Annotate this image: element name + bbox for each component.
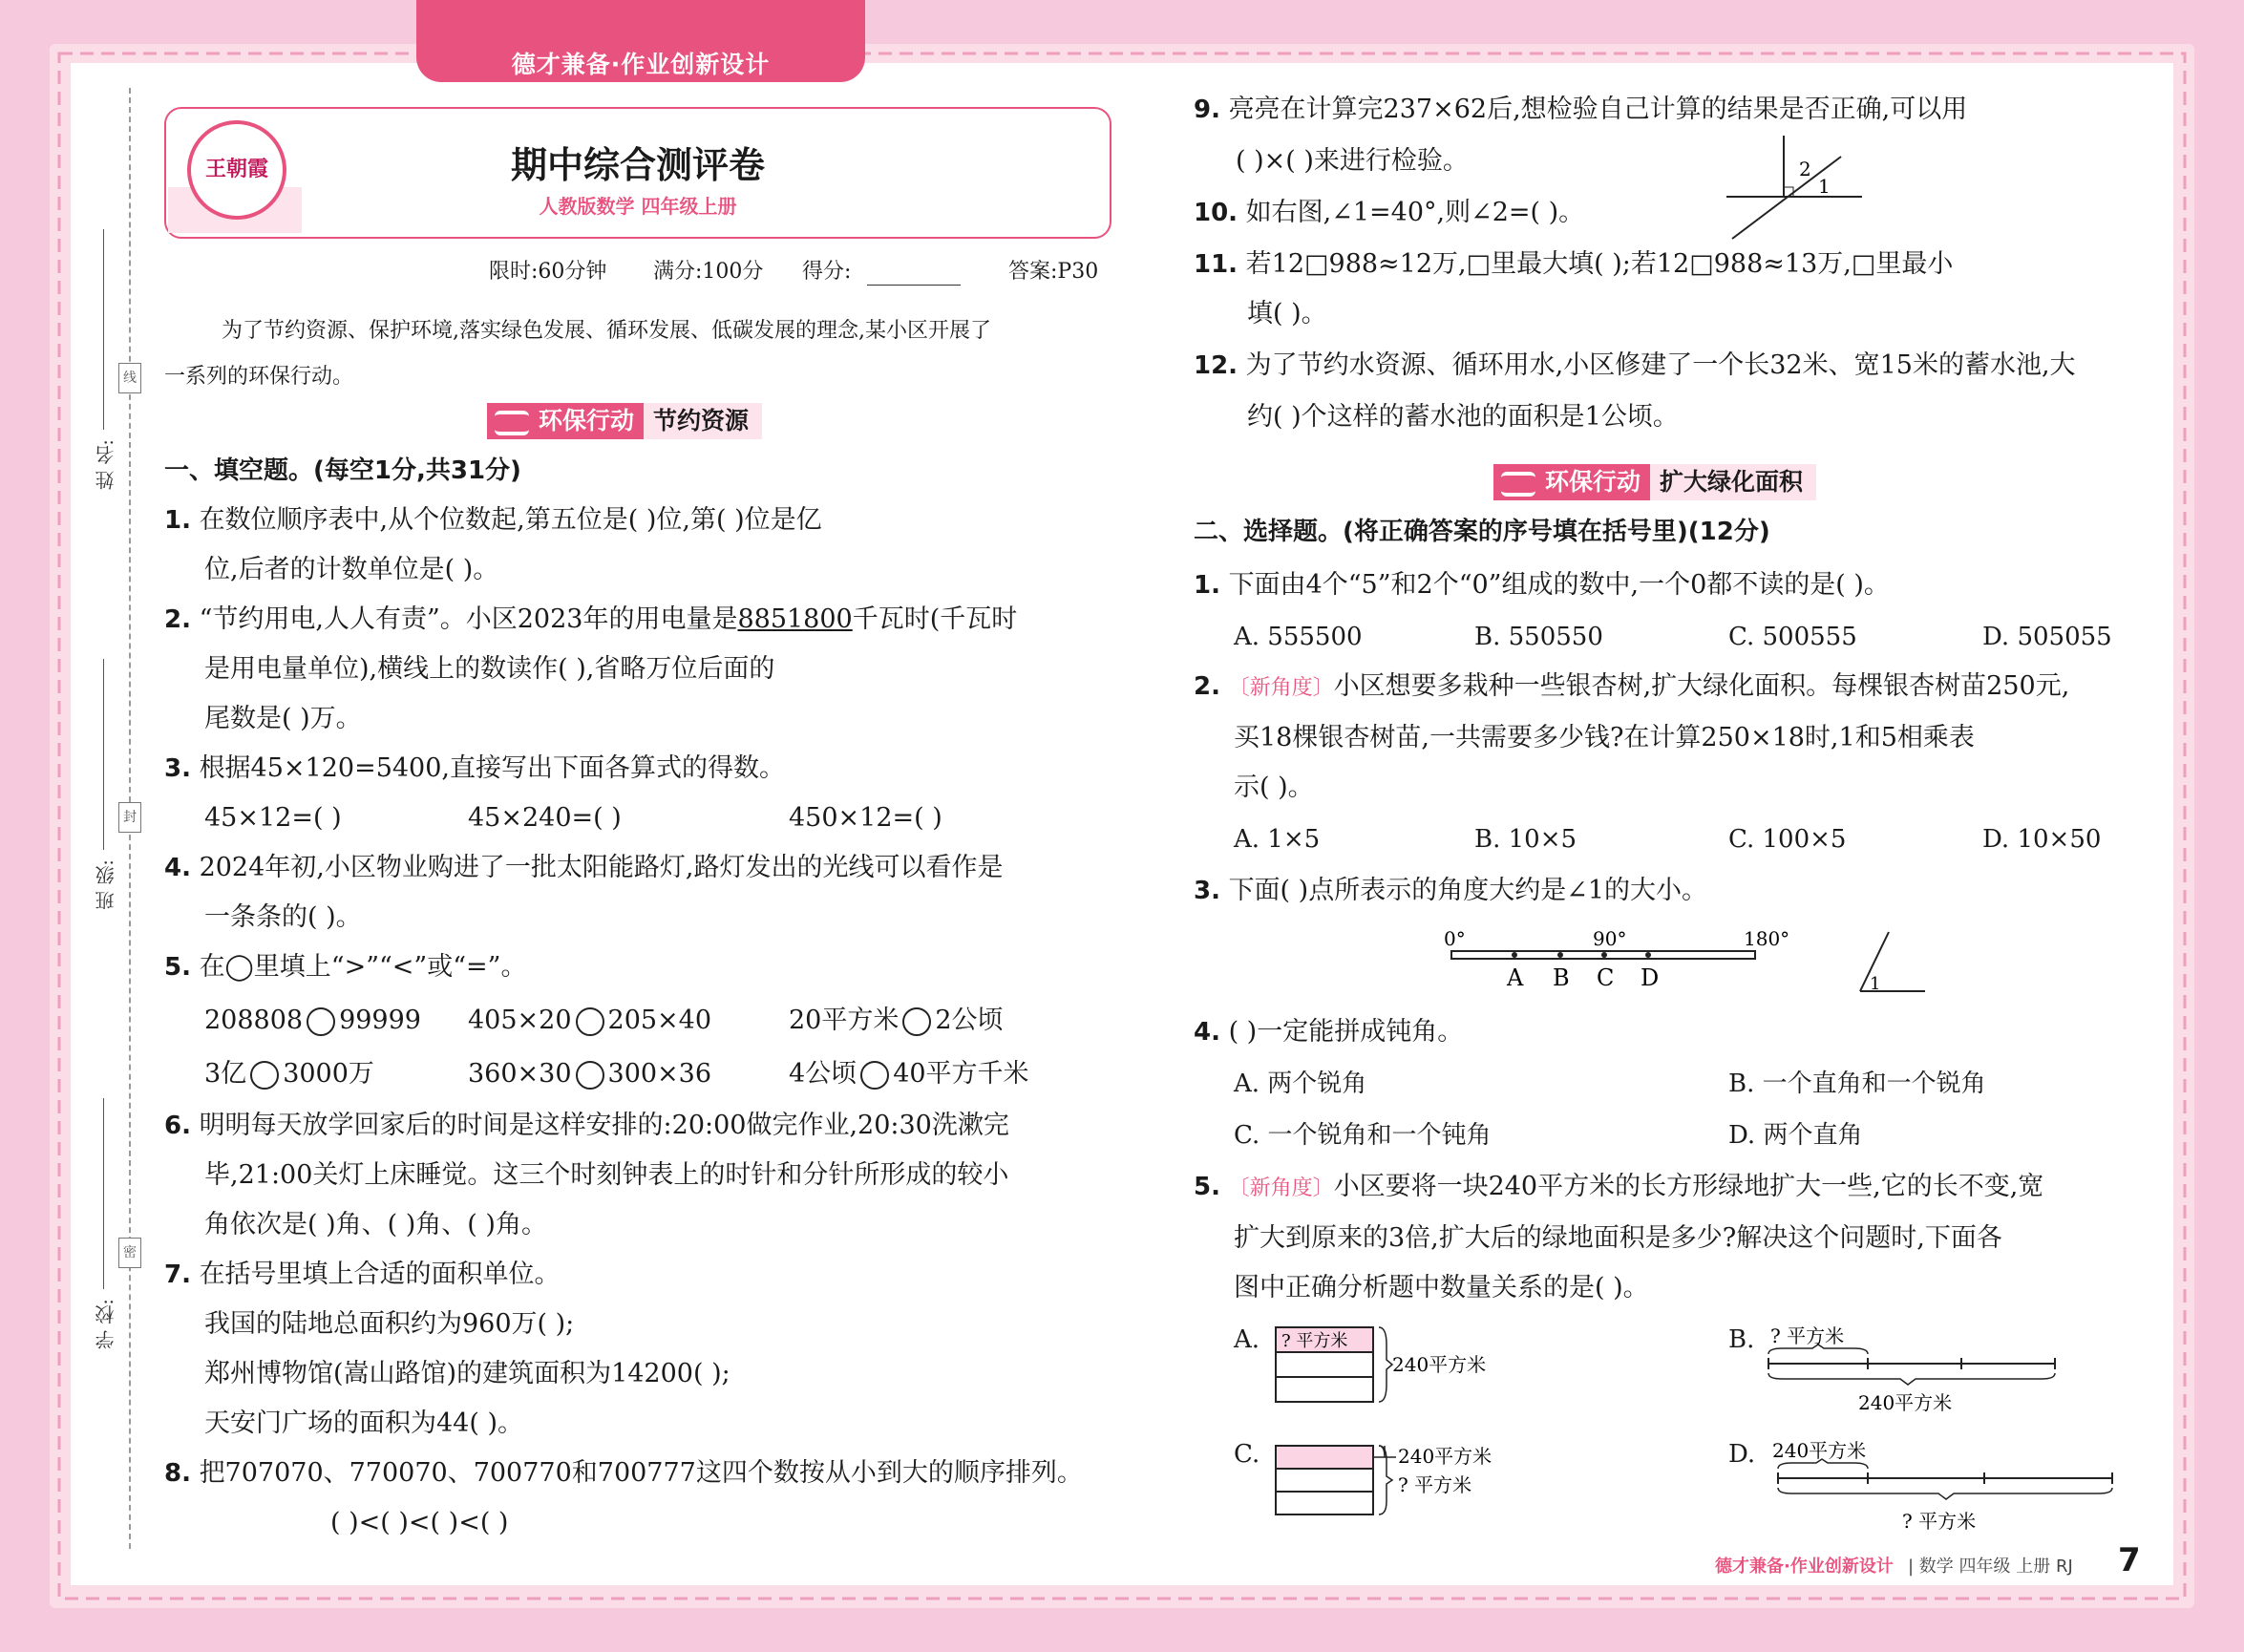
- footer-info: | 数学 四年级 上册 RJ: [1908, 1557, 2073, 1577]
- section-banner-1: 环保行动 节约资源: [487, 403, 762, 439]
- name-label: 姓 名:: [95, 439, 117, 491]
- compare-circle[interactable]: [902, 1007, 931, 1036]
- q2-line-1: 2. “节约用电,人人有责”。小区2023年的用电量是8851800千瓦时(千瓦时: [164, 604, 1018, 634]
- q3-item-a: 45×12=( ): [204, 803, 342, 833]
- q11-line-1: 11. 若12□988≈12万,□里最大填( );若12□988≈13万,□里最小: [1194, 249, 1954, 279]
- tick-label-0: 0°: [1444, 927, 1466, 950]
- class-field[interactable]: [103, 659, 104, 850]
- c5-option-a[interactable]: A.: [1234, 1325, 1260, 1354]
- q9-line-1: 9. 亮亮在计算完237×62后,想检验自己计算的结果是否正确,可以用: [1194, 95, 1968, 124]
- q12-line-2: 约( )个这样的蓄水池的面积是1公顷。: [1247, 402, 1679, 432]
- c5c-question-label: ? 平方米: [1398, 1473, 1472, 1496]
- page-title: 期中综合测评卷: [510, 144, 765, 186]
- c5-option-c[interactable]: C.: [1234, 1440, 1260, 1469]
- q7-line-1: 7. 在括号里填上合适的面积单位。: [164, 1260, 561, 1289]
- footer-brand: 德才兼备·作业创新设计: [1715, 1557, 1894, 1577]
- q7-line-3: 郑州博物馆(嵩山路馆)的建筑面积为14200( );: [204, 1359, 730, 1388]
- top-banner: 德才兼备·作业创新设计: [416, 0, 865, 82]
- page-number: 7: [2118, 1541, 2141, 1579]
- c4-option-c[interactable]: C. 一个锐角和一个钝角: [1234, 1121, 1492, 1150]
- c2-option-d[interactable]: D. 10×50: [1982, 825, 2102, 854]
- point-c: C: [1597, 964, 1615, 991]
- q3-item-c: 450×12=( ): [789, 803, 942, 833]
- c5b-question-label: ? 平方米: [1770, 1324, 1845, 1347]
- q8-line-2: ( )<( )<( )<( ): [330, 1508, 509, 1537]
- q10-figure: [1726, 132, 1870, 244]
- time-limit: 限时:60分钟: [489, 260, 607, 284]
- c5-figure-b: [1763, 1322, 2068, 1423]
- compare-circle[interactable]: [307, 1007, 335, 1036]
- c4-line-1: 4. ( )一定能拼成钝角。: [1194, 1017, 1464, 1047]
- q4-line-1: 4. 2024年初,小区物业购进了一批太阳能路灯,路灯发出的光线可以看作是: [164, 853, 1004, 882]
- compare-circle[interactable]: [576, 1061, 604, 1090]
- q11-line-2: 填( )。: [1247, 299, 1327, 328]
- c5a-question-label: ? 平方米: [1281, 1331, 1348, 1351]
- q10-angle-2-label: 2: [1799, 158, 1811, 180]
- c3-line-1: 3. 下面( )点所表示的角度大约是∠1的大小。: [1194, 876, 1708, 905]
- q3-item-b: 45×240=( ): [468, 803, 622, 833]
- q5-compare-3: 20平方米 2公顷: [789, 1006, 1004, 1035]
- c5-figure-a: [1274, 1325, 1522, 1408]
- point-d: D: [1641, 964, 1660, 991]
- q2-line-2: 是用电量单位),横线上的数读作( ),省略万位后面的: [204, 654, 775, 684]
- intro-line-1: 为了节约资源、保护环境,落实绿色发展、循环发展、低碳发展的理念,某小区开展了: [222, 319, 991, 343]
- q10-line-1: 10. 如右图,∠1=40°,则∠2=( )。: [1194, 198, 1585, 227]
- c2-line-2: 买18棵银杏树苗,一共需要多少钱?在计算250×18时,1和5相乘表: [1234, 723, 1975, 752]
- c2-line-3: 示( )。: [1234, 773, 1314, 802]
- q6-line-3: 角依次是( )角、( )角、( )角。: [204, 1210, 547, 1239]
- compare-circle[interactable]: [576, 1007, 604, 1036]
- logo: 王朝霞: [187, 120, 286, 220]
- point-b: B: [1553, 964, 1570, 991]
- q5-compare-5: 360×30 300×36: [468, 1059, 712, 1089]
- q7-line-4: 天安门广场的面积为44( )。: [204, 1408, 524, 1438]
- c5d-question-label: ? 平方米: [1902, 1510, 1977, 1533]
- q8-line-1: 8. 把707070、770070、700770和700777这四个数按从小到大的顺序排列。: [164, 1458, 1083, 1488]
- c5b-area-label: 240平方米: [1858, 1391, 1953, 1414]
- q10-angle-1-label: 1: [1818, 175, 1831, 198]
- c4-option-d[interactable]: D. 两个直角: [1728, 1121, 1863, 1150]
- seal-mark: 封: [118, 802, 141, 833]
- line-mark: 线: [118, 363, 141, 393]
- c1-line-1: 1. 下面由4个“5”和2个“0”组成的数中,一个0都不读的是( )。: [1194, 570, 1890, 600]
- compare-circle[interactable]: [860, 1061, 889, 1090]
- c5-line-2: 扩大到原来的3倍,扩大后的绿地面积是多少?解决这个问题时,下面各: [1234, 1223, 2002, 1253]
- tick-label-180: 180°: [1744, 927, 1790, 950]
- angle-1-label: 1: [1870, 974, 1881, 994]
- section-2-title: 二、选择题。(将正确答案的序号填在括号里)(12分): [1194, 518, 1770, 546]
- c1-option-a[interactable]: A. 555500: [1234, 623, 1363, 651]
- point-a: A: [1507, 964, 1524, 991]
- c2-option-c[interactable]: C. 100×5: [1728, 825, 1847, 854]
- c1-option-d[interactable]: D. 505055: [1982, 623, 2112, 651]
- c5-option-b[interactable]: B.: [1728, 1325, 1755, 1354]
- c5-line-3: 图中正确分析题中数量关系的是( )。: [1234, 1273, 1649, 1303]
- q9-line-2: ( )×( )来进行检验。: [1236, 146, 1469, 176]
- secret-mark: 密: [118, 1238, 141, 1268]
- c5a-area-label: 240平方米: [1392, 1353, 1487, 1376]
- subtitle: 人教版数学 四年级上册: [539, 195, 737, 218]
- q6-line-2: 毕,21:00关灯上床睡觉。这三个时刻钟表上的时针和分针所形成的较小: [204, 1160, 1009, 1190]
- score-label: 得分:: [802, 260, 852, 284]
- c5-line-1: 5. 〔新角度〕小区要将一块240平方米的长方形绿地扩大一些,它的长不变,宽: [1194, 1172, 2044, 1201]
- q5-compare-4: 3亿 3000万: [204, 1059, 374, 1089]
- q12-line-1: 12. 为了节约水资源、循环用水,小区修建了一个长32米、宽15米的蓄水池,大: [1194, 350, 2076, 380]
- c5-option-d[interactable]: D.: [1728, 1440, 1756, 1469]
- q6-line-1: 6. 明明每天放学回家后的时间是这样安排的:20:00做完作业,20:30洗漱完: [164, 1111, 1009, 1140]
- section-1-title: 一、填空题。(每空1分,共31分): [164, 456, 521, 485]
- c5-figure-c: [1274, 1438, 1522, 1530]
- q3-line-1: 3. 根据45×120=5400,直接写出下面各算式的得数。: [164, 753, 785, 783]
- c3-number-line: [1432, 922, 1948, 1003]
- score-field[interactable]: [867, 285, 961, 286]
- tick-label-90: 90°: [1593, 927, 1627, 950]
- school-field[interactable]: [103, 1098, 104, 1289]
- c2-line-1: 2. 〔新角度〕小区想要多栽种一些银杏树,扩大绿化面积。每棵银杏树苗250元,: [1194, 671, 2070, 701]
- q2-line-3: 尾数是( )万。: [204, 704, 362, 733]
- c2-option-a[interactable]: A. 1×5: [1234, 825, 1321, 854]
- school-label: 学 校:: [95, 1299, 117, 1350]
- c1-option-b[interactable]: B. 550550: [1474, 623, 1603, 651]
- c4-option-a[interactable]: A. 两个锐角: [1234, 1070, 1367, 1098]
- c5c-area-label: 240平方米: [1398, 1445, 1492, 1468]
- c2-option-b[interactable]: B. 10×5: [1474, 825, 1577, 854]
- answer-ref: 答案:P30: [1008, 260, 1099, 284]
- full-score: 满分:100分: [653, 260, 764, 284]
- compare-circle[interactable]: [250, 1061, 279, 1090]
- class-label: 班 级:: [95, 859, 117, 911]
- section-banner-2: 环保行动 扩大绿化面积: [1493, 464, 1816, 500]
- q1-line-1: 1. 在数位顺序表中,从个位数起,第五位是( )位,第( )位是亿: [164, 505, 822, 535]
- q5-compare-1: 208808 99999: [204, 1006, 421, 1035]
- c1-option-c[interactable]: C. 500555: [1728, 623, 1857, 651]
- intro-line-2: 一系列的环保行动。: [164, 365, 354, 389]
- q4-line-2: 一条条的( )。: [204, 902, 362, 932]
- q1-line-2: 位,后者的计数单位是( )。: [204, 555, 499, 584]
- name-field[interactable]: [103, 229, 104, 430]
- q7-line-2: 我国的陆地总面积约为960万( );: [204, 1309, 575, 1339]
- c5d-area-label: 240平方米: [1772, 1439, 1867, 1462]
- c5-figure-d: [1768, 1436, 2122, 1537]
- q5-compare-6: 4公顷 40平方千米: [789, 1059, 1029, 1089]
- c4-option-b[interactable]: B. 一个直角和一个锐角: [1728, 1070, 1986, 1098]
- q5-compare-2: 405×20 205×40: [468, 1006, 712, 1035]
- q5-line-1: 5. 在◯里填上“>”“<”或“=”。: [164, 952, 527, 982]
